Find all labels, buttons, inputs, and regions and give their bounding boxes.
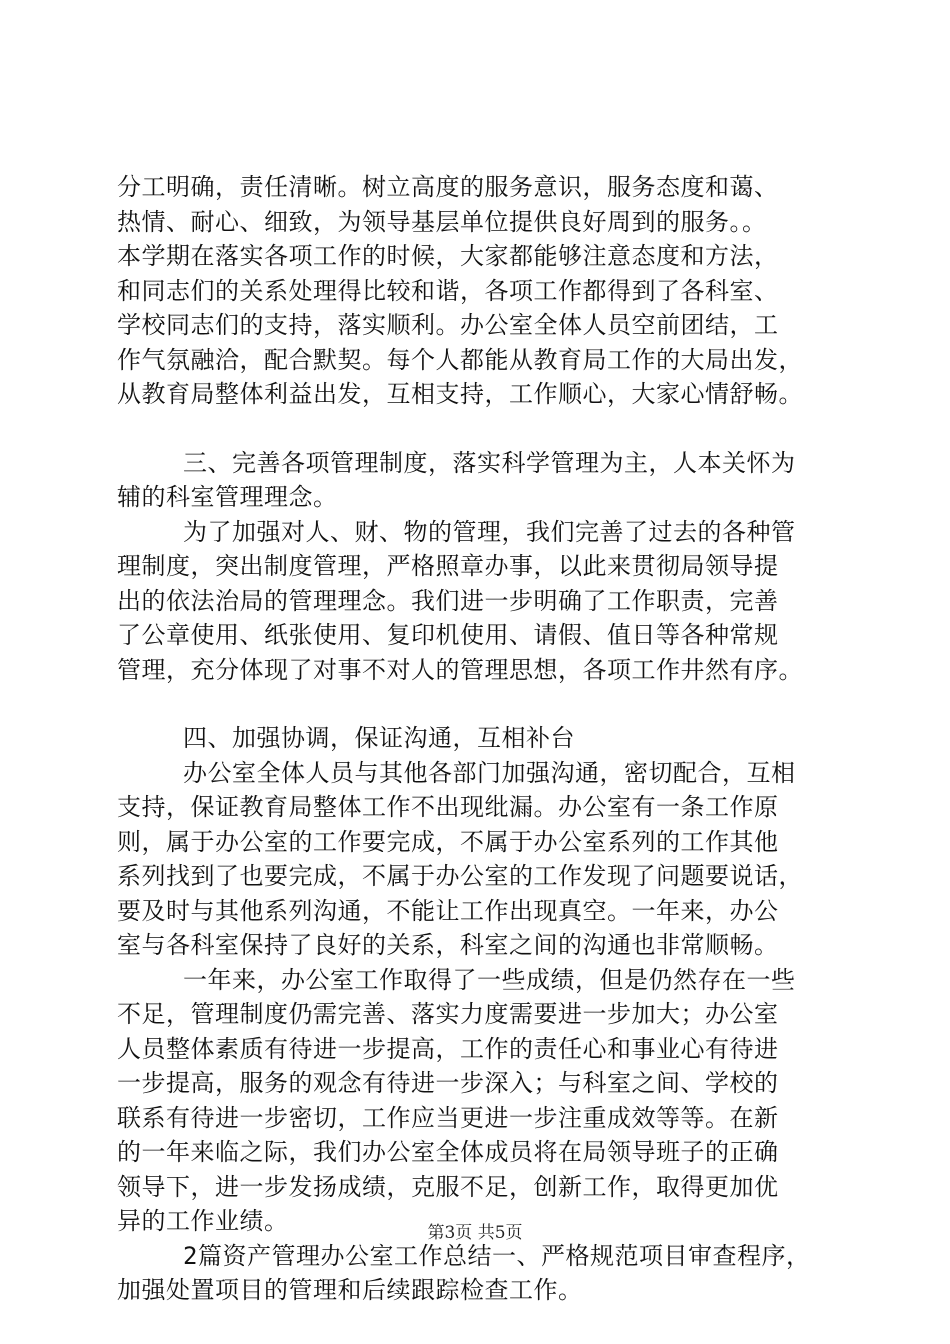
paragraph-first-line: 四、加强协调，保证沟通，互相补台 [183, 724, 575, 752]
text-line: 辅的科室管理理念。 [117, 483, 338, 511]
paragraph-first-line: 三、完善各项管理制度，落实科学管理为主，人本关怀为 [183, 448, 796, 477]
text-line: 支持，保证教育局整体工作不出现纰漏。办公室有一条工作原 [117, 793, 779, 821]
paragraph-gap [117, 687, 847, 721]
text-line: 分工明确，责任清晰。树立高度的服务意识，服务态度和蔼、 [117, 173, 779, 201]
text-line: 系列找到了也要完成，不属于办公室的工作发现了问题要说话， [117, 862, 803, 890]
text-line: 理制度，突出制度管理，严格照章办事，以此来贯彻局领导提 [117, 552, 779, 580]
text-line: 管理，充分体现了对事不对人的管理思想，各项工作井然有序。 [117, 655, 803, 684]
text-line: 加强处置项目的管理和后续跟踪检查工作。 [117, 1276, 583, 1304]
paragraph-first-line: 办公室全体人员与其他各部门加强沟通，密切配合，互相 [183, 758, 796, 787]
text-line: 人员整体素质有待进一步提高，工作的责任心和事业心有待进 [117, 1034, 779, 1063]
text-line: 出的依法治局的管理理念。我们进一步明确了工作职责，完善 [117, 586, 779, 615]
text-line: 领导下，进一步发扬成绩，克服不足，创新工作，取得更加优 [117, 1172, 779, 1201]
text-line: 从教育局整体利益出发，互相支持，工作顺心，大家心情舒畅。 [117, 380, 803, 408]
text-line: 学校同志们的支持，落实顺利。办公室全体人员空前团结，工 [117, 311, 779, 339]
text-line: 一步提高，服务的观念有待进一步深入；与科室之间、学校的 [117, 1069, 779, 1097]
text-line: 异的工作业绩。 [117, 1207, 289, 1235]
text-line: 本学期在落实各项工作的时候，大家都能够注意态度和方法， [117, 242, 779, 270]
text-line: 室与各科室保持了良好的关系，科室之间的沟通也非常顺畅。 [117, 931, 779, 959]
paragraph-first-line: 一年来，办公室工作取得了一些成绩，但是仍然存在一些 [183, 965, 796, 994]
text-line: 则，属于办公室的工作要完成，不属于办公室系列的工作其他 [117, 827, 779, 856]
page-number-footer: 第3页 共5页 [427, 1223, 523, 1243]
text-line: 作气氛融洽，配合默契。每个人都能从教育局工作的大局出发， [117, 345, 803, 374]
text-line: 了公章使用、纸张使用、复印机使用、请假、值日等各种常规 [117, 621, 779, 649]
paragraph-first-line: 为了加强对人、财、物的管理，我们完善了过去的各种管 [183, 517, 796, 546]
paragraph-first-line: 2篇资产管理办公室工作总结一、严格规范项目审查程序， [183, 1241, 811, 1270]
text-line: 和同志们的关系处理得比较和谐，各项工作都得到了各科室、 [117, 276, 779, 305]
paragraph-gap [117, 412, 847, 446]
text-line: 热情、耐心、细致，为领导基层单位提供良好周到的服务。。 [117, 207, 767, 236]
document-body [117, 170, 847, 1308]
text-line: 要及时与其他系列沟通，不能让工作出现真空。一年来，办公 [117, 896, 779, 925]
text-line: 联系有待进一步密切，工作应当更进一步注重成效等等。在新 [117, 1103, 779, 1132]
text-line: 的一年来临之际，我们办公室全体成员将在局领导班子的正确 [117, 1138, 779, 1166]
text-line: 不足，管理制度仍需完善、落实力度需要进一步加大；办公室 [117, 1000, 779, 1028]
